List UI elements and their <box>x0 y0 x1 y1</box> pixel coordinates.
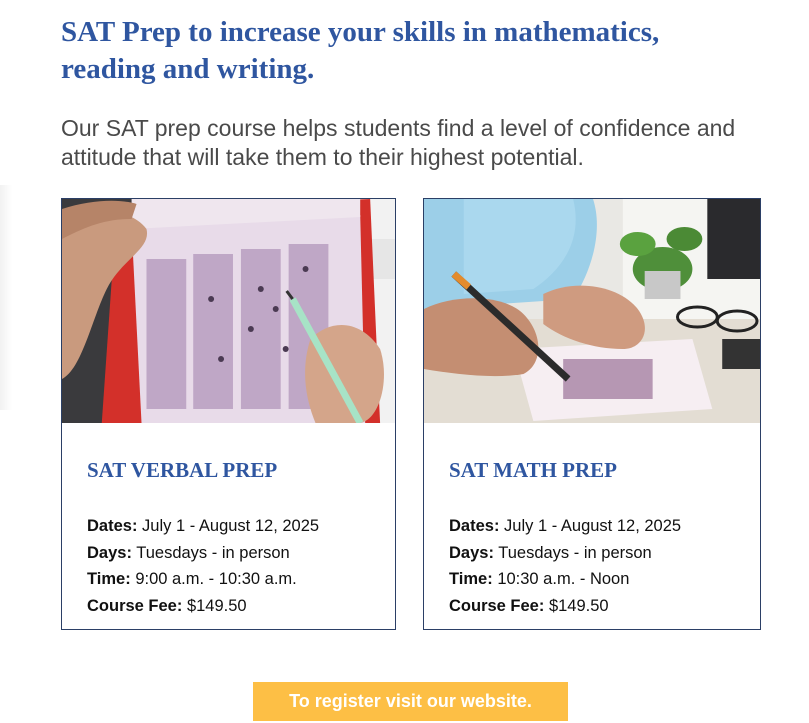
dates-label: Dates: <box>449 517 500 535</box>
time-row <box>87 566 319 593</box>
intro-text: Our SAT prep course helps students find a level of confidence and attitude that will take them to their highest potential. <box>61 115 736 170</box>
dates-value: July 1 - August 12, 2025 <box>504 517 682 535</box>
answer-sheet-photo <box>62 199 395 423</box>
dates-row <box>449 513 681 540</box>
student-writing-photo <box>424 199 760 423</box>
time-row <box>449 566 681 593</box>
time-value: 10:30 a.m. - Noon <box>497 570 630 588</box>
fee-value: $149.50 <box>548 596 609 615</box>
course-title: SAT MATH PREP <box>449 458 618 482</box>
course-details <box>87 513 319 619</box>
days-value: Tuesdays - in person <box>136 543 290 562</box>
course-title: SAT VERBAL PREP <box>87 458 278 482</box>
course-card-verbal <box>61 198 396 630</box>
fee-value: $149.50 <box>186 596 247 615</box>
days-label: Days: <box>449 543 494 562</box>
time-value: 9:00 a.m. - 10:30 a.m. <box>135 570 297 588</box>
dates-label: Dates: <box>87 517 138 535</box>
days-row <box>87 540 319 567</box>
page-title: SAT Prep to increase your skills in mathematics, reading and writing. <box>61 16 660 85</box>
course-card-math <box>423 198 761 630</box>
dates-value: July 1 - August 12, 2025 <box>142 517 320 535</box>
dates-row <box>87 513 319 540</box>
days-value: Tuesdays - in person <box>498 543 652 562</box>
fee-label: Course Fee: <box>87 596 183 615</box>
fee-row <box>449 593 681 620</box>
time-label: Time: <box>87 570 131 588</box>
course-details <box>449 513 681 619</box>
fee-label: Course Fee: <box>449 596 545 615</box>
page-edge-shadow <box>0 185 12 410</box>
time-label: Time: <box>449 570 493 588</box>
days-row <box>449 540 681 567</box>
fee-row <box>87 593 319 620</box>
days-label: Days: <box>87 543 132 562</box>
register-button[interactable]: To register visit our website. <box>253 682 568 721</box>
